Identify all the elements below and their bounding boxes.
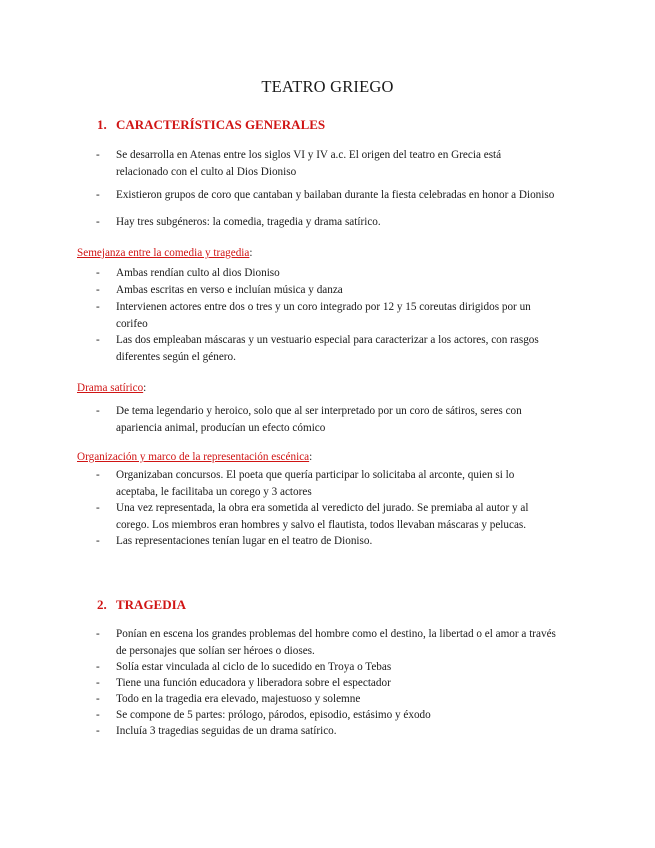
list-item: - De tema legendario y heroico, solo que al ser interpretado por un coro de sátiros, seres con apariencia animal, producían un efecto cómico	[96, 405, 522, 434]
list-item: - Existieron grupos de coro que cantaban y bailaban durante la fiesta celebradas en honor a Dioniso	[96, 189, 555, 201]
list-item: - Incluía 3 tragedias seguidas de un drama satírico.	[96, 725, 337, 737]
list-item: - Las representaciones tenían lugar en el teatro de Dioniso.	[96, 535, 373, 547]
list-item: - Se compone de 5 partes: prólogo, párodos, episodio, estásimo y éxodo	[96, 709, 431, 721]
list-item: - Intervienen actores entre dos o tres y un coro integrado por 12 y 15 coreutas dirigidos por un corifeo	[96, 301, 531, 330]
list-item: - Ponían en escena los grandes problemas del hombre como el destino, la libertad o el amor a través de personajes que solían ser héroes o dioses.	[96, 628, 556, 657]
list-item: - Las dos empleaban máscaras y un vestuario especial para caracterizar a los actores, con rasgos diferentes según el género.	[96, 334, 539, 363]
list-item: - Todo en la tragedia era elevado, majestuoso y solemne	[96, 693, 361, 705]
list-item: - Hay tres subgéneros: la comedia, tragedia y drama satírico.	[96, 216, 381, 228]
list-item: - Organizaban concursos. El poeta que quería participar lo solicitaba al arconte, quien si lo aceptaba, le facilitaba un corego y 3 actores	[96, 469, 515, 498]
list-item: - Ambas escritas en verso e incluían música y danza	[96, 284, 343, 296]
drama-heading: Drama satírico:	[77, 382, 147, 394]
list-item: - Una vez representada, la obra era sometida al veredicto del jurado. Se premiaba al autor y al corego. Los miembros eran hombres y salvo el flautista, todos llevaban máscaras y pelucas.	[96, 502, 529, 531]
section-2-number: 2.	[97, 597, 107, 612]
section-2-heading	[97, 597, 186, 613]
list-item: - Ambas rendían culto al dios Dioniso	[96, 267, 280, 279]
organizacion-heading: Organización y marco de la representación escénica:	[77, 451, 313, 463]
section-2-title: TRAGEDIA	[116, 597, 187, 612]
list-item: - Se desarrolla en Atenas entre los siglos VI y IV a.c. El origen del teatro en Grecia está relacionado con el culto al Dios Dioniso	[96, 149, 502, 178]
semejanza-heading: Semejanza entre la comedia y tragedia:	[77, 247, 253, 259]
section-1-number: 1.	[97, 117, 107, 132]
list-item: - Tiene una función educadora y liberadora sobre el espectador	[96, 677, 391, 689]
section-1-heading	[97, 117, 325, 133]
section-1-title: CARACTERÍSTICAS GENERALES	[116, 117, 326, 132]
document-title: TEATRO GRIEGO	[261, 77, 394, 96]
list-item: - Solía estar vinculada al ciclo de lo sucedido en Troya o Tebas	[96, 661, 392, 673]
